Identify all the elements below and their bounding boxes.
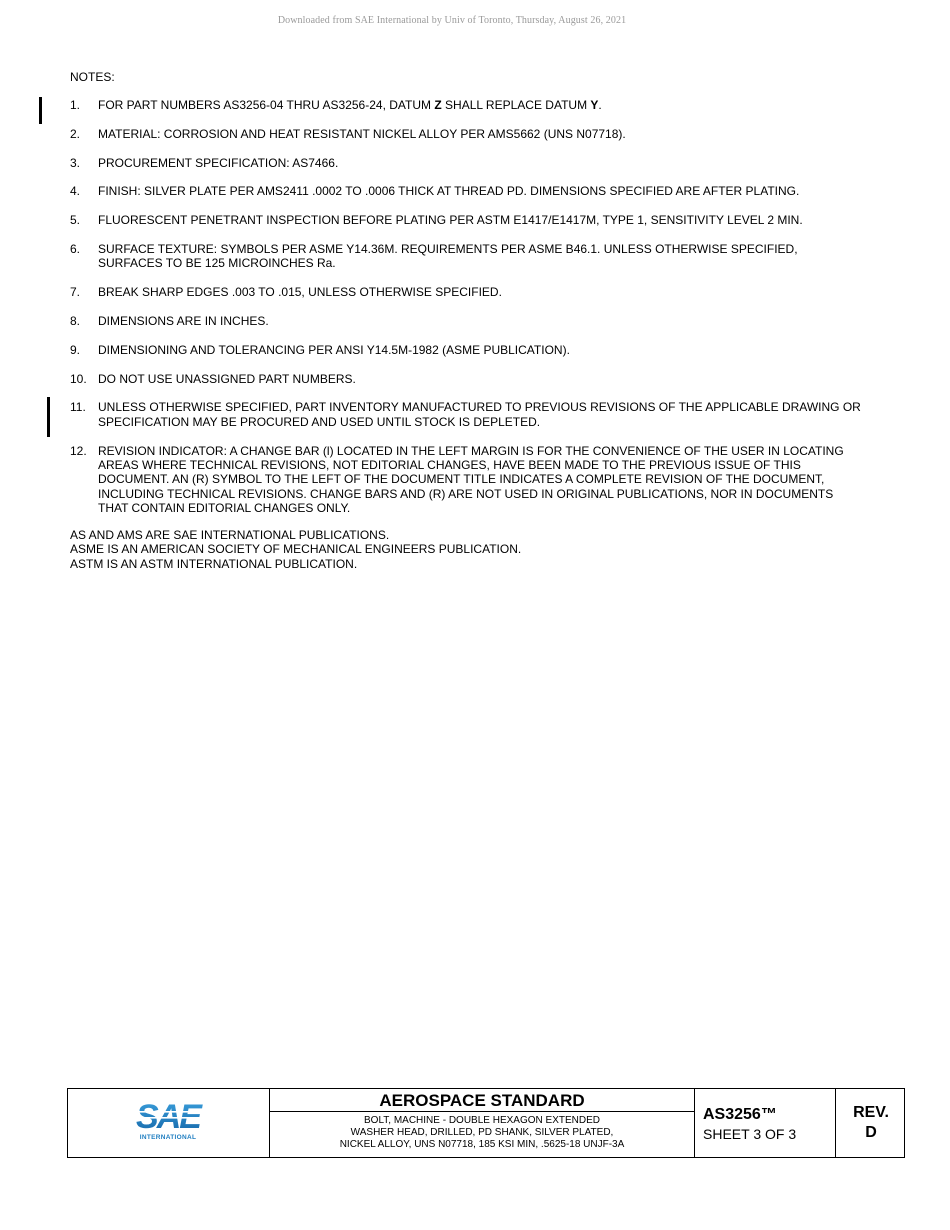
note-number: 1. <box>70 98 81 112</box>
part-description <box>270 1115 694 1151</box>
note-text: FINISH: SILVER PLATE PER AMS2411 .0002 TO .0006 THICK AT THREAD PD. DIMENSIONS SPECIFIED ARE AFTER PLATING. <box>98 184 800 199</box>
note-number: 9. <box>70 342 81 357</box>
note-number: 8. <box>70 313 81 328</box>
note-item <box>70 213 900 227</box>
description-line: NICKEL ALLOY, UNS N07718, 185 KSI MIN, .5625-18 UNJF-3A <box>339 1139 625 1150</box>
note-text: DIMENSIONING AND TOLERANCING PER ANSI Y14.5M-1982 (ASME PUBLICATION). <box>98 342 570 357</box>
notes-heading: NOTES: <box>70 70 115 84</box>
logo-cell <box>68 1089 270 1157</box>
publication-line: AS AND AMS ARE SAE INTERNATIONAL PUBLICATIONS. <box>70 528 390 542</box>
note-item <box>70 444 900 516</box>
note-text: DIMENSIONS ARE IN INCHES. <box>98 313 269 328</box>
note-number: 5. <box>70 213 81 228</box>
note-text: SURFACE TEXTURE: SYMBOLS PER ASME Y14.36M. REQUIREMENTS PER ASME B46.1. UNLESS OTHERWISE SPECIFIED, SURFACES TO BE 125 MICROINCHES Ra. <box>98 241 798 271</box>
note-text: PROCUREMENT SPECIFICATION: AS7466. <box>98 155 339 170</box>
description-line: WASHER HEAD, DRILLED, PD SHANK, SILVER PLATED, <box>350 1127 614 1138</box>
note-number: 4. <box>70 184 81 199</box>
publication-line: ASME IS AN AMERICAN SOCIETY OF MECHANICAL ENGINEERS PUBLICATION. <box>70 542 522 557</box>
download-watermark: Downloaded from SAE International by Univ of Toronto, Thursday, August 26, 2021 <box>277 15 627 26</box>
note-item <box>70 184 900 198</box>
note-number: 2. <box>70 126 81 141</box>
note-text: REVISION INDICATOR: A CHANGE BAR (l) LOCATED IN THE LEFT MARGIN IS FOR THE CONVENIENCE OF THE USER IN LOCATING AREAS WHERE TECHNICAL REVISIONS, NOT EDITORIAL CHANGES, HAVE BEEN MADE TO THE PREVIOUS ISSUE OF THIS DOCUMENT. AN (R) SYMBOL TO THE LEFT OF THE DOCUMENT TITLE INDICATES A COMPLETE REVISION OF THE DOCUMENT, INCLUDING TECHNICAL REVISIONS. CHANGE BARS AND (R) ARE NOT USED IN ORIGINAL PUBLICATIONS, NOR IN DOCUMENTS THAT CONTAIN EDITORIAL CHANGES ONLY. <box>98 443 844 516</box>
note-item <box>70 242 900 271</box>
note-item <box>70 285 900 299</box>
note-number: 12. <box>70 443 87 458</box>
description-cell <box>270 1089 695 1157</box>
publication-line: ASTM IS AN ASTM INTERNATIONAL PUBLICATION. <box>70 556 358 571</box>
note-item <box>70 372 900 386</box>
sae-logo <box>128 1097 208 1141</box>
note-item <box>70 156 900 170</box>
revision-cell <box>836 1089 906 1157</box>
note-text: BREAK SHARP EDGES .003 TO .015, UNLESS OTHERWISE SPECIFIED. <box>98 285 502 300</box>
revision-value: D <box>865 1124 877 1141</box>
note-number: 11. <box>70 400 86 415</box>
description-line: BOLT, MACHINE - DOUBLE HEXAGON EXTENDED <box>364 1115 600 1126</box>
note-text: DO NOT USE UNASSIGNED PART NUMBERS. <box>98 371 356 386</box>
standard-title: AEROSPACE STANDARD <box>270 1089 694 1112</box>
note-number: 6. <box>70 241 81 256</box>
note-item <box>70 127 900 141</box>
title-block <box>67 1088 905 1158</box>
note-item <box>70 314 900 328</box>
note-text: UNLESS OTHERWISE SPECIFIED, PART INVENTORY MANUFACTURED TO PREVIOUS REVISIONS OF THE APPLICABLE DRAWING OR SPECIFICATION MAY BE PROCURED AND USED UNTIL STOCK IS DEPLETED. <box>98 400 861 429</box>
note-text: MATERIAL: CORROSION AND HEAT RESISTANT NICKEL ALLOY PER AMS5662 (UNS N07718). <box>98 126 626 141</box>
note-number: 7. <box>70 285 81 300</box>
note-item <box>70 400 900 429</box>
publication-notes <box>70 528 521 571</box>
note-text: FOR PART NUMBERS AS3256-04 THRU AS3256-24, DATUM Z SHALL REPLACE DATUM Y. <box>98 98 602 112</box>
note-number: 3. <box>70 155 81 170</box>
note-text: FLUORESCENT PENETRANT INSPECTION BEFORE PLATING PER ASTM E1417/E1417M, TYPE 1, SENSITIVITY LEVEL 2 MIN. <box>98 213 803 228</box>
sheet-number: SHEET 3 OF 3 <box>703 1126 797 1142</box>
document-cell <box>695 1089 836 1157</box>
sae-logo-subtext: INTERNATIONAL <box>139 1134 197 1141</box>
datum-z: Z <box>434 98 442 112</box>
note-number: 10. <box>70 371 87 386</box>
note-item <box>70 98 900 112</box>
datum-y: Y <box>590 98 599 112</box>
revision-label: REV. <box>853 1104 889 1121</box>
document-number: AS3256™ <box>703 1106 777 1123</box>
notes-list <box>70 98 900 530</box>
change-bar-note-11 <box>47 397 50 437</box>
note-item <box>70 343 900 357</box>
change-bar-note-1 <box>39 97 42 124</box>
